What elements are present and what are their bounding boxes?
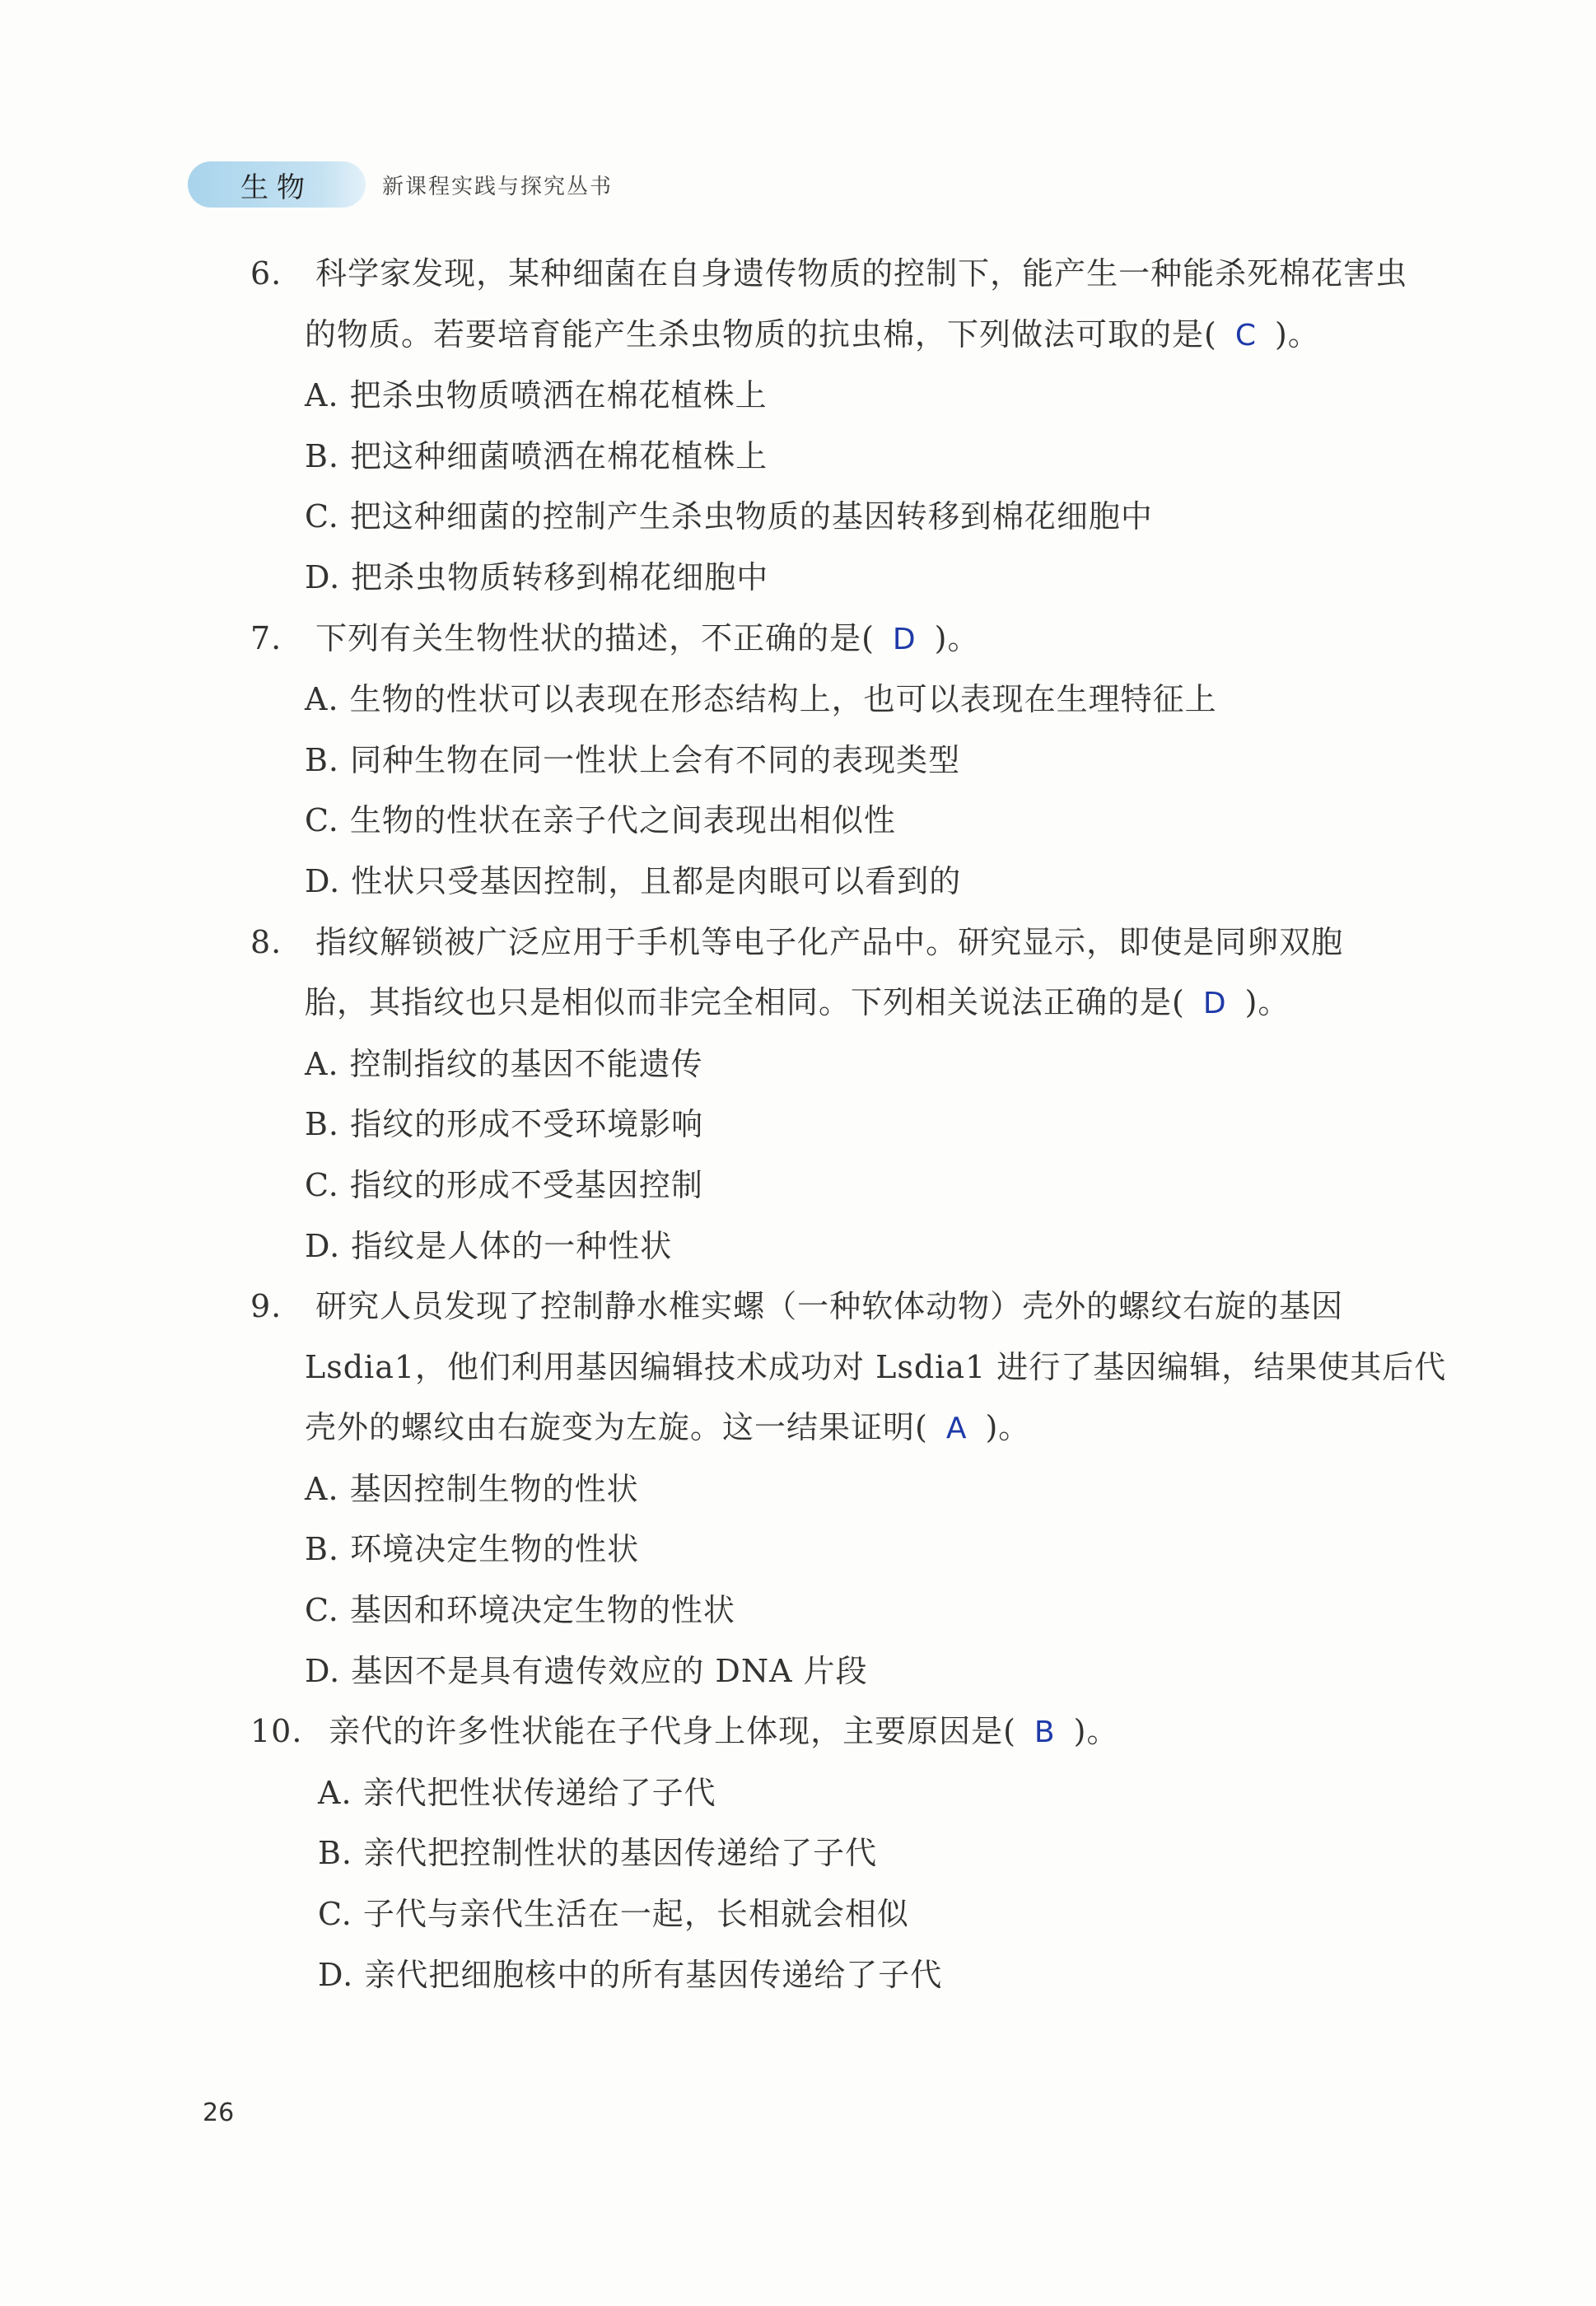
- option: B. 环境决定生物的性状: [305, 1531, 640, 1568]
- option: B. 亲代把控制性状的基因传递给了子代: [318, 1835, 878, 1872]
- option: B. 同种生物在同一性状上会有不同的表现类型: [305, 741, 961, 778]
- option: A. 生物的性状可以表现在形态结构上，也可以表现在生理特征上: [305, 681, 1217, 718]
- answer-mark: D: [892, 622, 917, 656]
- option: D. 指纹是人体的一种性状: [305, 1227, 673, 1264]
- page-header: [188, 161, 613, 208]
- question-text: 指纹解锁被广泛应用于手机等电子化产品中。研究显示，即使是同卵双胞: [315, 923, 1344, 960]
- subject-badge: 生物: [188, 161, 366, 208]
- question-text: 的物质。若要培育能产生杀虫物质的抗虫棉，下列做法可取的是(: [305, 315, 1217, 352]
- option: C. 指纹的形成不受基因控制: [305, 1166, 703, 1203]
- question-text: 下列有关生物性状的描述，不正确的是(: [315, 619, 875, 656]
- option: B. 把这种细菌喷洒在棉花植株上: [305, 437, 768, 474]
- question-tail: )。: [1244, 984, 1290, 1021]
- question-number: 9.: [250, 1288, 282, 1325]
- option: D. 基因不是具有遗传效应的 DNA 片段: [305, 1652, 868, 1689]
- question-8: [250, 913, 1453, 1277]
- option: C. 基因和环境决定生物的性状: [305, 1592, 735, 1629]
- question-9: [250, 1277, 1453, 1701]
- question-text: 胎，其指纹也只是相似而非完全相同。下列相关说法正确的是(: [305, 984, 1185, 1021]
- page-number: 26: [203, 2098, 235, 2127]
- option: B. 指纹的形成不受环境影响: [305, 1106, 704, 1143]
- question-6: [250, 244, 1453, 609]
- answer-mark: D: [1202, 987, 1227, 1021]
- question-10: [250, 1701, 1453, 2005]
- option: C. 生物的性状在亲子代之间表现出相似性: [305, 802, 896, 839]
- question-tail: )。: [1073, 1713, 1119, 1750]
- option: A. 亲代把性状传递给了子代: [318, 1774, 716, 1811]
- option: C. 子代与亲代生活在一起，长相就会相似: [318, 1896, 909, 1933]
- question-tail: )。: [1274, 315, 1320, 352]
- question-7: [250, 609, 1453, 913]
- question-number: 7.: [250, 619, 282, 656]
- option: A. 基因控制生物的性状: [305, 1470, 639, 1507]
- option: A. 把杀虫物质喷洒在棉花植株上: [305, 377, 768, 414]
- question-text: 科学家发现，某种细菌在自身遗传物质的控制下，能产生一种能杀死棉花害虫: [315, 255, 1408, 292]
- question-number: 8.: [250, 923, 282, 960]
- series-title: 新课程实践与探究丛书: [382, 174, 614, 199]
- question-text: 研究人员发现了控制静水椎实螺（一种软体动物）壳外的螺纹右旋的基因: [315, 1288, 1344, 1325]
- question-tail: )。: [985, 1409, 1031, 1446]
- question-list: [250, 244, 1453, 2005]
- option: A. 控制指纹的基因不能遗传: [305, 1045, 703, 1082]
- option: C. 把这种细菌的控制产生杀虫物质的基因转移到棉花细胞中: [305, 498, 1153, 535]
- answer-mark: A: [945, 1412, 968, 1446]
- question-text: Lsdia1，他们利用基因编辑技术成功对 Lsdia1 进行了基因编辑，结果使其后代: [305, 1348, 1447, 1385]
- question-number: 6.: [250, 255, 282, 292]
- question-tail: )。: [934, 619, 980, 656]
- question-number: 10.: [250, 1713, 303, 1750]
- option: D. 性状只受基因控制，且都是肉眼可以看到的: [305, 862, 962, 899]
- question-text: 亲代的许多性状能在子代身上体现，主要原因是(: [329, 1713, 1016, 1750]
- option: D. 把杀虫物质转移到棉花细胞中: [305, 558, 769, 595]
- answer-mark: B: [1034, 1715, 1056, 1750]
- option: D. 亲代把细胞核中的所有基因传递给了子代: [318, 1956, 943, 1993]
- answer-mark: C: [1234, 318, 1257, 352]
- question-text: 壳外的螺纹由右旋变为左旋。这一结果证明(: [305, 1409, 928, 1446]
